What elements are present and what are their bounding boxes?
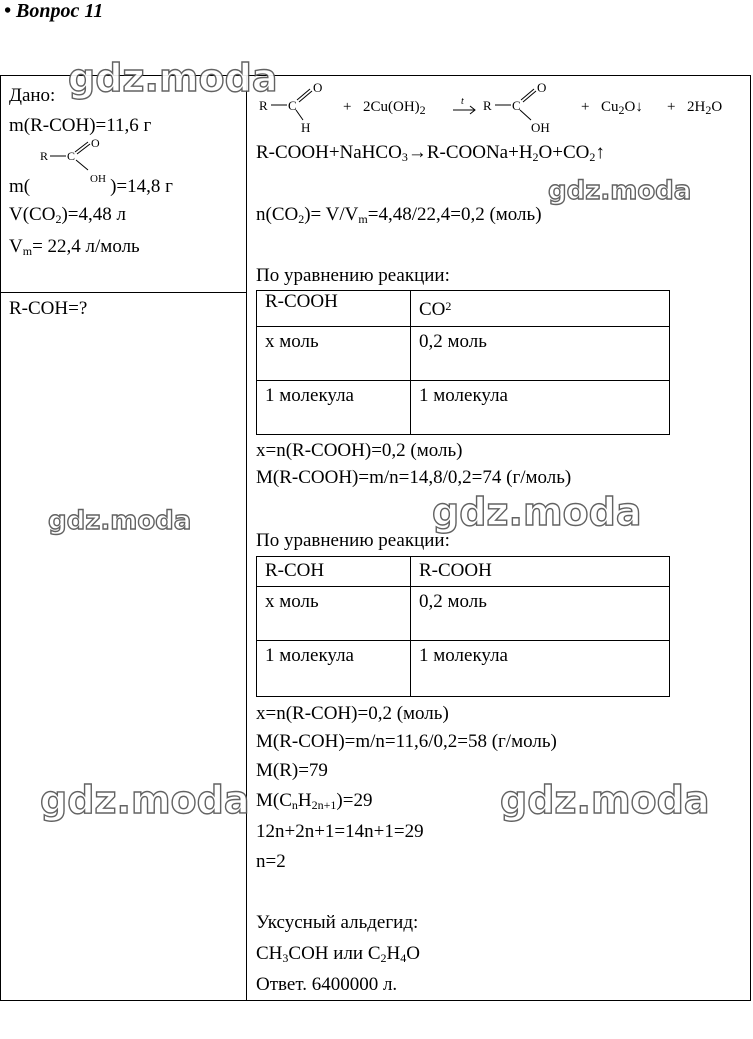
answer-line: Ответ. 6400000 л. [256, 974, 398, 995]
given-mass-acid: m( )=14,8 г [9, 176, 173, 197]
svg-text:H: H [301, 120, 311, 135]
reaction-bicarbonate: $R-COOH+NaHCO_3\to R-COONa+H_2O+CO_2↑$ [256, 142, 605, 164]
table2-cell-molecule-a: 1 молекула [257, 641, 411, 697]
given-find-divider [0, 292, 246, 293]
given-molar-volume: $V_m= 22,4$ л/моль [9, 236, 140, 258]
table2-cell-molecule-b: 1 молекула [411, 641, 670, 697]
given-label: Дано: [9, 85, 56, 106]
conclusion-formula: $CH_3COH$ или $C_2H_4O$ [256, 943, 420, 965]
calc2-line5: 12n+2n+1=14n+1=29 [256, 821, 424, 842]
svg-text:O: O [313, 80, 323, 95]
watermark: gdz.moda [548, 176, 692, 206]
given-volume-co2: $V(CO_2)=4,48$ л [9, 204, 126, 226]
column-divider [246, 75, 247, 1001]
by-equation-label-2: По уравнению реакции: [256, 530, 450, 551]
reaction-silver-mirror: R C O H + $2Cu(OH)_2$ t R C O OH + $Cu_2O↓$ + $2H_2O$ [255, 80, 750, 136]
calc1-line2: M(R-COOH)=m/n=14,8/0,2=74 (г/моль) [256, 467, 572, 488]
watermark: gdz.moda [68, 56, 278, 100]
conclusion-line1: Уксусный альдегид: [256, 912, 419, 933]
calc2-line1: x=n(R-COH)=0,2 (моль) [256, 703, 449, 724]
svg-text:R: R [259, 98, 268, 113]
moles-co2: $n(CO_2)= V/V_m=4,48/22,4=0,2$ (моль) [256, 204, 542, 226]
heat-arrow [451, 96, 479, 118]
watermark: gdz.moda [500, 778, 710, 822]
calc2-line2: M(R-COH)=m/n=11,6/0,2=58 (г/моль) [256, 731, 557, 752]
copper-hydroxide: $2Cu(OH)_2$ [363, 99, 426, 117]
svg-text:C: C [512, 98, 521, 113]
table1-header-acid: R-COOH [257, 291, 411, 327]
svg-text:OH: OH [531, 120, 550, 135]
calc2-line3: M(R)=79 [256, 760, 328, 781]
acid-structure [479, 80, 571, 136]
table2-header-aldehyde: R-COH [257, 557, 411, 587]
calc2-line6: n=2 [256, 851, 286, 872]
calc2-line4: $M(C_nH_{2n+1})=29$ [256, 790, 373, 812]
svg-text:C: C [67, 149, 76, 163]
table1-header-co2: $CO^2$ [411, 291, 670, 327]
calc1-line1: x=n(R-COOH)=0,2 (моль) [256, 440, 463, 461]
table2-cell-moles: 0,2 моль [411, 587, 670, 641]
table2-header-acid: R-COOH [411, 557, 670, 587]
find-label: R-COH=? [9, 298, 88, 319]
table1-cell-molecule-a: 1 молекула [257, 381, 411, 435]
svg-text:O: O [91, 138, 100, 150]
water: $2H_2O$ [687, 99, 723, 117]
question-heading: • Вопрос 11 [4, 0, 104, 22]
watermark: gdz.moda [48, 506, 192, 536]
svg-text:O: O [537, 80, 547, 95]
by-equation-label-1: По уравнению реакции: [256, 265, 450, 286]
svg-text:R: R [40, 149, 49, 163]
table1-cell-molecule-b: 1 молекула [411, 381, 670, 435]
copper-oxide: $Cu_2O↓$ [601, 99, 643, 117]
svg-text:t: t [461, 96, 464, 107]
watermark: gdz.moda [432, 490, 642, 534]
svg-text:OH: OH [90, 173, 106, 185]
ratio-table-1 [256, 290, 670, 435]
table2-cell-x: x моль [257, 587, 411, 641]
svg-text:C: C [288, 98, 297, 113]
table1-cell-moles: 0,2 моль [411, 327, 670, 381]
ratio-table-2 [256, 556, 670, 697]
svg-text:R: R [483, 98, 492, 113]
carboxyl-structure-small [36, 138, 128, 188]
table1-cell-x: x моль [257, 327, 411, 381]
given-mass-aldehyde: m(R-COH)=11,6 г [9, 115, 152, 136]
watermark: gdz.moda [40, 778, 250, 822]
